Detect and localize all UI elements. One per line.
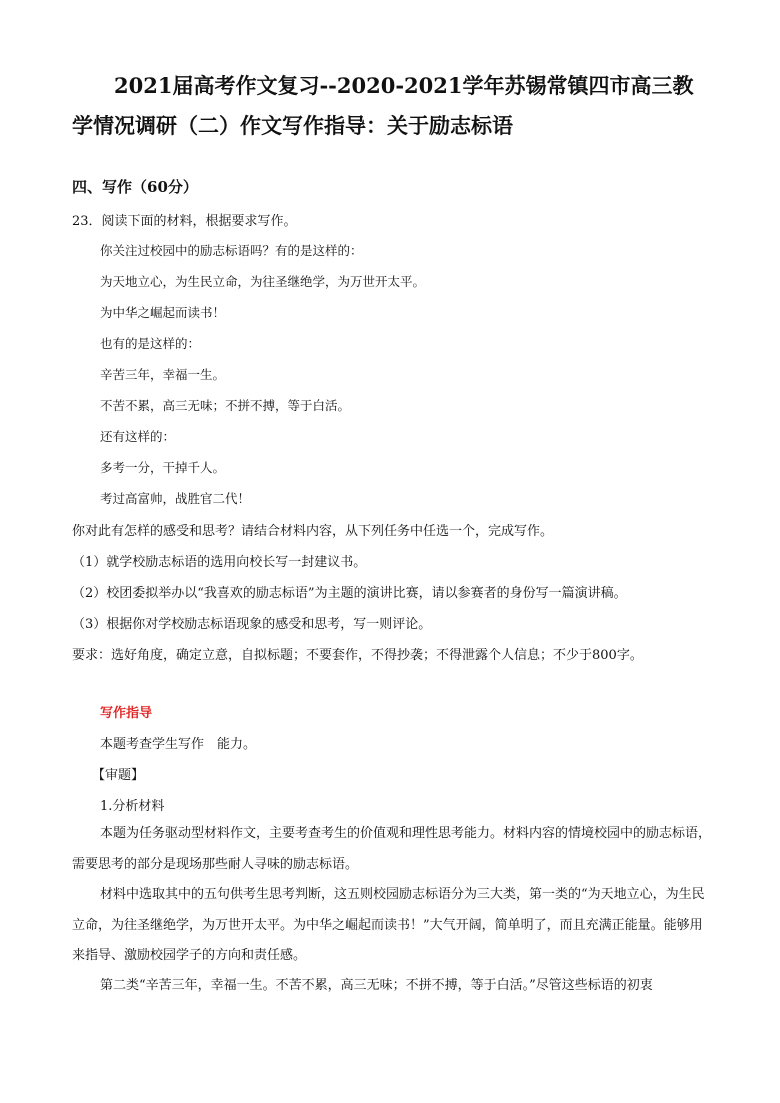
task-option: （2）校团委拟举办以“我喜欢的励志标语”为主题的演讲比赛，请以参赛者的身份写一篇演讲稿。 (72, 586, 627, 601)
document-title: 2021届高考作文复习--2020-2021学年苏锡常镇四市高三教学情况调研（二）作文写作指导：关于励志标语 (72, 73, 694, 138)
guide-intro: 本题考查学生写作 能力。 (100, 737, 257, 752)
material-line: 多考一分，干掉千人。 (100, 460, 226, 475)
material-line: 你关注过校园中的励志标语吗？有的是这样的： (100, 243, 363, 258)
material-line: 辛苦三年，幸福一生。 (100, 367, 226, 382)
requirements: 要求：选好角度，确定立意，自拟标题；不要套作，不得抄袭；不得泄露个人信息；不少于800字。 (72, 648, 643, 663)
point-heading: 1.分析材料 (100, 799, 165, 814)
material-line: 考过高富帅，战胜官二代！ (100, 491, 251, 506)
subsection-heading: 【审题】 (92, 768, 145, 783)
question-intro: 23．阅读下面的材料，根据要求写作。 (72, 214, 297, 229)
material-line: 也有的是这样的： (100, 336, 201, 351)
body-paragraph: 材料中选取其中的五句供考生思考判断，这五则校园励志标语分为三大类，第一类的“为天地立心，为生民立命，为往圣继绝学，为万世开太平。为中华之崛起而读书！”大气开阔，简单明了，而且充满正能量。能够用来指导、激励校园学子的方向和责任感。 (72, 887, 705, 963)
body-paragraph: 本题为任务驱动型材料作文，主要考查考生的价值观和理性思考能力。材料内容的情境校园中的励志标语，需要思考的部分是现场那些耐人寻味的励志标语。 (72, 826, 712, 872)
guide-heading: 写作指导 (100, 706, 153, 721)
section-heading: 四、写作（60分） (72, 178, 198, 196)
body-paragraph: 第二类“辛苦三年，幸福一生。不苦不累，高三无味；不拼不搏，等于白活。”尽管这些标语的初衷 (100, 978, 653, 993)
question-prompt: 你对此有怎样的感受和思考？请结合材料内容，从下列任务中任选一个，完成写作。 (72, 524, 554, 539)
material-line: 为中华之崛起而读书！ (100, 305, 226, 320)
material-line: 为天地立心，为生民立命，为往圣继绝学，为万世开太平。 (100, 274, 426, 289)
material-line: 不苦不累，高三无味；不拼不搏，等于白活。 (100, 398, 351, 413)
material-line: 还有这样的： (100, 429, 176, 444)
task-option: （3）根据你对学校励志标语现象的感受和思考，写一则评论。 (72, 617, 432, 632)
task-option: （1）就学校励志标语的选用向校长写一封建议书。 (72, 555, 367, 570)
